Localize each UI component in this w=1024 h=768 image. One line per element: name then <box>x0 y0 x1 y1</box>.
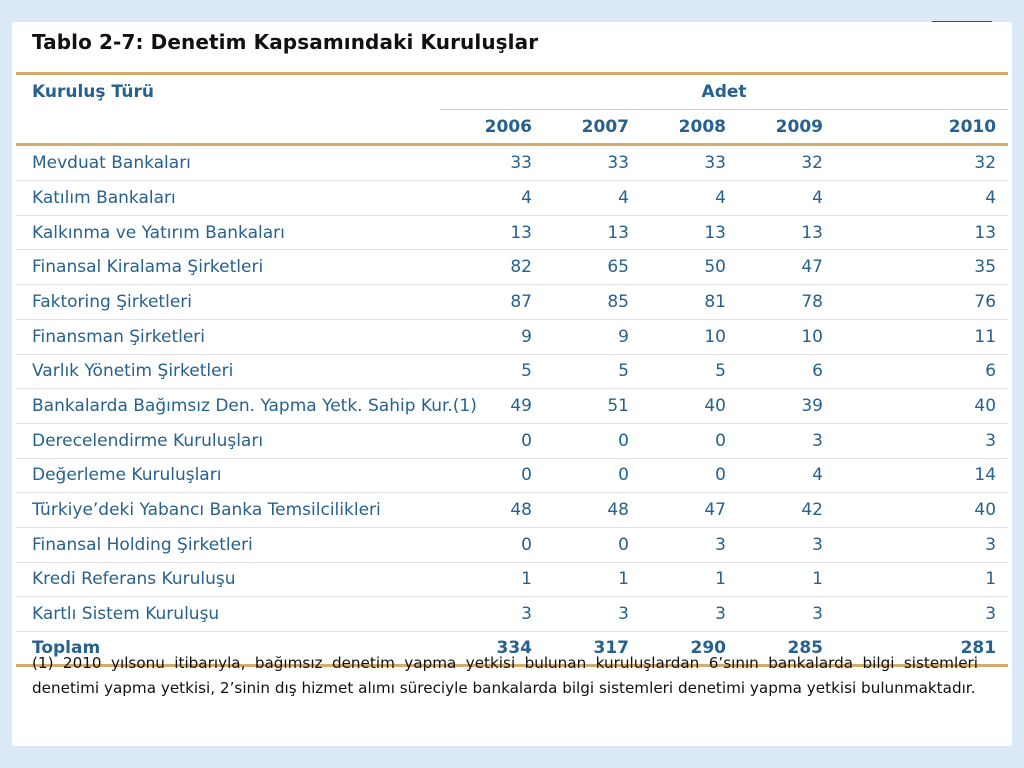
cell-value: 48 <box>440 493 544 528</box>
cell-value: 14 <box>835 458 1008 493</box>
cell-value: 3 <box>641 597 738 632</box>
cell-value: 47 <box>641 493 738 528</box>
cell-value: 32 <box>835 145 1008 181</box>
table-row <box>16 181 1008 216</box>
cell-value: 317 <box>544 632 641 666</box>
cell-value: 10 <box>738 319 835 354</box>
cell-value: 0 <box>440 527 544 562</box>
header-row-years <box>16 109 1008 145</box>
table-row <box>16 285 1008 320</box>
cell-value: 32 <box>738 145 835 181</box>
cell-value: 76 <box>835 285 1008 320</box>
cell-value: 48 <box>544 493 641 528</box>
row-label: Mevduat Bankaları <box>16 145 440 181</box>
cell-value: 13 <box>544 215 641 250</box>
table-row <box>16 319 1008 354</box>
cell-value: 47 <box>738 250 835 285</box>
footnote: (1) 2010 yılsonu itibarıyla, bağımsız denetim yapma yetkisi bulunan kuruluşlardan 6’sının bankalarda bilgi sistemleri denetimi yapma yetkisi, 2’sinin dış hizmet alımı süreciyle bankalarda bilgi sistemleri denetimi yapma yetkisi bulunmaktadır. <box>32 654 978 697</box>
column-header-year: 2009 <box>738 109 835 145</box>
cell-value: 0 <box>544 423 641 458</box>
row-label: Kredi Referans Kuruluşu <box>16 562 440 597</box>
column-header-year: 2008 <box>641 109 738 145</box>
cell-value: 65 <box>544 250 641 285</box>
header-row-group <box>16 74 1008 110</box>
row-label: Finansal Holding Şirketleri <box>16 527 440 562</box>
cell-value: 6 <box>738 354 835 389</box>
column-header-year: 2007 <box>544 109 641 145</box>
table-row <box>16 354 1008 389</box>
cell-value: 13 <box>738 215 835 250</box>
cell-value: 4 <box>738 458 835 493</box>
table-row <box>16 215 1008 250</box>
cell-value: 40 <box>835 389 1008 424</box>
cell-value: 1 <box>440 562 544 597</box>
row-label: Finansman Şirketleri <box>16 319 440 354</box>
cell-value: 49 <box>440 389 544 424</box>
cell-value: 13 <box>641 215 738 250</box>
cell-value: 6 <box>835 354 1008 389</box>
cell-value: 3 <box>641 527 738 562</box>
cell-value: 40 <box>835 493 1008 528</box>
row-label: Varlık Yönetim Şirketleri <box>16 354 440 389</box>
cell-value: 0 <box>641 423 738 458</box>
cell-value: 4 <box>544 181 641 216</box>
cell-value: 4 <box>835 181 1008 216</box>
cell-value: 4 <box>641 181 738 216</box>
header-spacer <box>16 109 440 145</box>
cell-value: 85 <box>544 285 641 320</box>
column-header-year: 2006 <box>440 109 544 145</box>
institutions-table <box>16 72 1008 667</box>
cell-value: 3 <box>738 423 835 458</box>
cell-value: 1 <box>835 562 1008 597</box>
cell-value: 0 <box>440 423 544 458</box>
table-row <box>16 145 1008 181</box>
cell-value: 33 <box>641 145 738 181</box>
cell-value: 4 <box>440 181 544 216</box>
cell-value: 0 <box>544 527 641 562</box>
cell-value: 285 <box>738 632 835 666</box>
cell-value: 3 <box>738 527 835 562</box>
cell-value: 50 <box>641 250 738 285</box>
cell-value: 81 <box>641 285 738 320</box>
cell-value: 3 <box>835 597 1008 632</box>
cell-value: 281 <box>835 632 1008 666</box>
cell-value: 3 <box>440 597 544 632</box>
table-row <box>16 389 1008 424</box>
cell-value: 35 <box>835 250 1008 285</box>
row-label: Katılım Bankaları <box>16 181 440 216</box>
cell-value: 11 <box>835 319 1008 354</box>
cell-value: 82 <box>440 250 544 285</box>
table-row <box>16 493 1008 528</box>
cell-value: 33 <box>440 145 544 181</box>
cell-value: 3 <box>835 423 1008 458</box>
column-header-year: 2010 <box>835 109 1008 145</box>
row-label: Kalkınma ve Yatırım Bankaları <box>16 215 440 250</box>
column-group-header-count: Adet <box>440 74 1008 110</box>
cell-value: 78 <box>738 285 835 320</box>
cell-value: 13 <box>440 215 544 250</box>
cell-value: 10 <box>641 319 738 354</box>
cell-value: 39 <box>738 389 835 424</box>
cell-value: 42 <box>738 493 835 528</box>
table-row <box>16 458 1008 493</box>
row-label: Faktoring Şirketleri <box>16 285 440 320</box>
cell-value: 1 <box>738 562 835 597</box>
document-page <box>12 22 1012 746</box>
cell-value: 9 <box>440 319 544 354</box>
cell-value: 5 <box>641 354 738 389</box>
cell-value: 40 <box>641 389 738 424</box>
cell-value: 4 <box>738 181 835 216</box>
table-row <box>16 423 1008 458</box>
cell-value: 9 <box>544 319 641 354</box>
cell-value: 334 <box>440 632 544 666</box>
table-row <box>16 562 1008 597</box>
row-label: Finansal Kiralama Şirketleri <box>16 250 440 285</box>
table-row <box>16 597 1008 632</box>
cell-value: 0 <box>641 458 738 493</box>
cell-value: 13 <box>835 215 1008 250</box>
row-label: Toplam <box>16 632 440 666</box>
row-label: Derecelendirme Kuruluşları <box>16 423 440 458</box>
table-row <box>16 250 1008 285</box>
cell-value: 5 <box>544 354 641 389</box>
table-row <box>16 527 1008 562</box>
row-label: Türkiye’deki Yabancı Banka Temsilcilikleri <box>16 493 440 528</box>
cell-value: 1 <box>641 562 738 597</box>
cell-value: 0 <box>544 458 641 493</box>
row-label: Kartlı Sistem Kuruluşu <box>16 597 440 632</box>
row-label: Değerleme Kuruluşları <box>16 458 440 493</box>
cell-value: 33 <box>544 145 641 181</box>
cell-value: 3 <box>738 597 835 632</box>
cell-value: 1 <box>544 562 641 597</box>
cell-value: 5 <box>440 354 544 389</box>
cell-value: 290 <box>641 632 738 666</box>
cell-value: 87 <box>440 285 544 320</box>
table-title: Tablo 2-7: Denetim Kapsamındaki Kuruluşlar <box>32 30 539 54</box>
cell-value: 3 <box>835 527 1008 562</box>
cell-value: 3 <box>544 597 641 632</box>
row-label: Bankalarda Bağımsız Den. Yapma Yetk. Sahip Kur.(1) <box>16 389 440 424</box>
cell-value: 51 <box>544 389 641 424</box>
cell-value: 0 <box>440 458 544 493</box>
column-header-institution-type: Kuruluş Türü <box>16 74 440 110</box>
